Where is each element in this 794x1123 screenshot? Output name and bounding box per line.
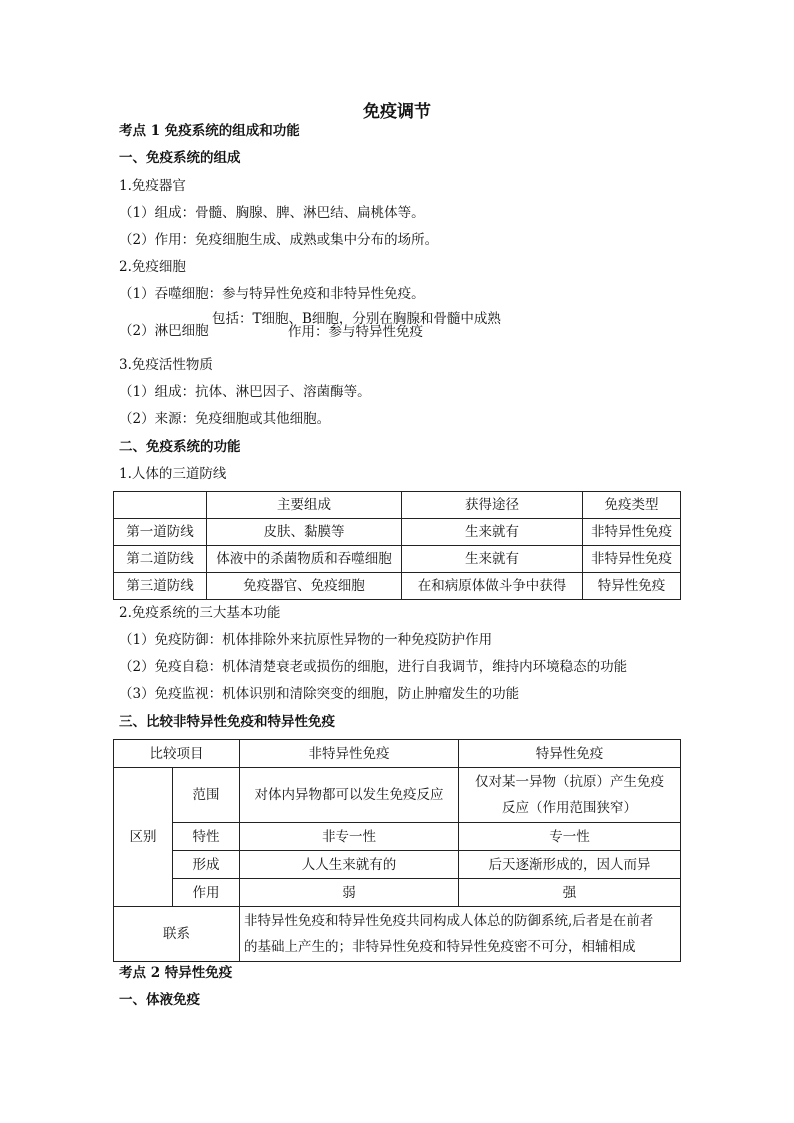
function-line-3: （3）免疫监视：机体识别和清除突变的细胞，防止肿瘤发生的功能 — [119, 686, 520, 702]
table-cell: 非特异性免疫 — [583, 546, 681, 573]
table-cell: 人人生来就有的 — [240, 851, 459, 879]
table-cell: 非特异性免疫 — [583, 519, 681, 546]
organ-heading: 1.免疫器官 — [119, 178, 186, 194]
compare-table — [113, 739, 681, 962]
table-cell: 生来就有 — [402, 519, 583, 546]
table-cell: 第三道防线 — [114, 573, 207, 600]
table-cell: 特性 — [173, 823, 240, 851]
table-cell: 主要组成 — [207, 492, 402, 519]
organ-line-2: （2）作用：免疫细胞生成、成熟或集中分布的场所。 — [119, 232, 439, 248]
table-cell: 体液中的杀菌物质和吞噬细胞 — [207, 546, 402, 573]
scope-line-1: 仅对某一异物（抗原）产生免疫 — [475, 774, 664, 790]
table-row — [114, 519, 681, 546]
table-cell: 非专一性 — [240, 823, 459, 851]
function-line-2: （2）免疫自稳：机体清楚衰老或损伤的细胞，进行自我调节，维持内环境稳态的功能 — [119, 659, 628, 675]
group-label-diff: 区别 — [114, 768, 173, 907]
table-cell — [114, 492, 207, 519]
table-cell: 专一性 — [459, 823, 681, 851]
table-cell: 弱 — [240, 879, 459, 907]
table-cell: 特异性免疫 — [583, 573, 681, 600]
table-header-row — [114, 740, 681, 768]
table-cell: 后天逐渐形成的，因人而异 — [459, 851, 681, 879]
table-cell: 免疫类型 — [583, 492, 681, 519]
table-cell: 特异性免疫 — [459, 740, 681, 768]
defense-heading: 1.人体的三道防线 — [119, 466, 227, 482]
link-line-2: 的基础上产生的；非特异性免疫和特异性免疫密不可分，相辅相成 — [244, 939, 636, 955]
table-cell: 皮肤、黏膜等 — [207, 519, 402, 546]
substance-line-2: （2）来源：免疫细胞或其他细胞。 — [119, 411, 331, 427]
scope-line-2: 反应（作用范围狭窄） — [502, 800, 637, 816]
heading-compare: 三、比较非特异性免疫和特异性免疫 — [119, 714, 335, 730]
lymph-function-note: 作用：参与特异性免疫 — [288, 324, 423, 340]
table-cell — [240, 907, 681, 962]
cell-line-1: （1）吞噬细胞：参与特异性免疫和非特异性免疫。 — [119, 286, 425, 302]
organ-line-1: （1）组成：骨髓、胸腺、脾、淋巴结、扁桃体等。 — [119, 205, 425, 221]
defense-table — [113, 491, 681, 600]
table-cell: 获得途径 — [402, 492, 583, 519]
table-cell: 作用 — [173, 879, 240, 907]
table-row — [114, 546, 681, 573]
function-line-1: （1）免疫防御：机体排除外来抗原性异物的一种免疫防护作用 — [119, 632, 493, 648]
table-cell: 范围 — [173, 768, 240, 823]
section-kd2: 考点 2 特异性免疫 — [119, 965, 233, 981]
table-cell: 免疫器官、免疫细胞 — [207, 573, 402, 600]
table-row — [114, 907, 681, 962]
table-header-row — [114, 492, 681, 519]
table-row — [114, 768, 681, 823]
substance-line-1: （1）组成：抗体、淋巴因子、溶菌酶等。 — [119, 384, 371, 400]
table-row — [114, 851, 681, 879]
heading-humoral: 一、体液免疫 — [119, 992, 200, 1008]
table-cell: 强 — [459, 879, 681, 907]
table-cell: 对体内异物都可以发生免疫反应 — [240, 768, 459, 823]
table-row — [114, 879, 681, 907]
functions-heading: 2.免疫系统的三大基本功能 — [119, 605, 281, 621]
lymph-include-note: 包括：T细胞、B细胞，分别在胸腺和骨髓中成熟 — [212, 311, 501, 327]
cell-line-2: （2）淋巴细胞 — [119, 323, 209, 339]
table-cell: 非特异性免疫 — [240, 740, 459, 768]
table-cell — [459, 768, 681, 823]
heading-composition: 一、免疫系统的组成 — [119, 150, 241, 166]
table-row — [114, 573, 681, 600]
substance-heading: 3.免疫活性物质 — [119, 357, 213, 373]
table-cell: 联系 — [114, 907, 240, 962]
table-cell: 第二道防线 — [114, 546, 207, 573]
table-cell: 形成 — [173, 851, 240, 879]
table-cell: 比较项目 — [114, 740, 240, 768]
section-kd1: 考点 1 免疫系统的组成和功能 — [119, 123, 300, 139]
table-row — [114, 823, 681, 851]
table-cell: 生来就有 — [402, 546, 583, 573]
page-title: 免疫调节 — [363, 102, 431, 122]
table-cell: 第一道防线 — [114, 519, 207, 546]
cell-heading: 2.免疫细胞 — [119, 259, 186, 275]
table-cell: 在和病原体做斗争中获得 — [402, 573, 583, 600]
heading-function: 二、免疫系统的功能 — [119, 439, 241, 455]
link-line-1: 非特异性免疫和特异性免疫共同构成人体总的防御系统,后者是在前者 — [244, 913, 654, 929]
